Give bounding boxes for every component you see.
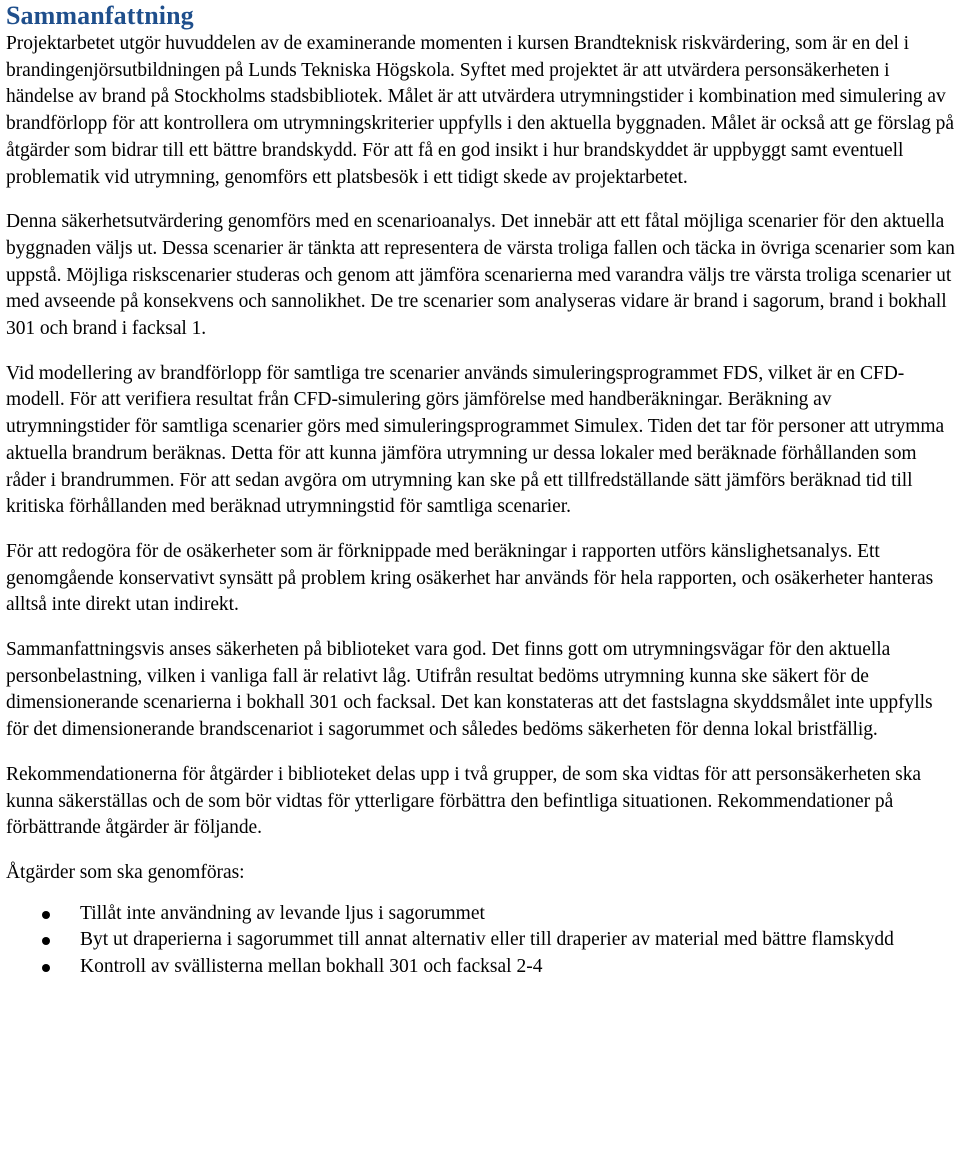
list-item-text: Tillåt inte användning av levande ljus i sagorummet — [80, 902, 485, 924]
document-page — [6, 0, 956, 981]
list-item — [6, 901, 956, 928]
paragraph-sensitivity: För att redogöra för de osäkerheter som är förknippade med beräkningar i rapporten utförs känslighetsanalys. Ett genomgående konservativt synsätt på problem kring osäkerhet har används för hela rapporten, och osäkerheter hanteras alltså inte direkt utan indirekt. — [6, 540, 934, 616]
actions-list — [6, 901, 956, 981]
paragraph-purpose: Projektarbetet utgör huvuddelen av de examinerande momenten i kursen Brandteknisk riskvärdering, som är en del i brandingenjörsutbildningen på Lunds Tekniska Högskola. Syftet med projektet är att utvärdera personsäkerheten i händelse av brand på Stockholms stadsbibliotek. Målet är att utvärdera utrymningstider i kombination med simulering av brandförlopp för att kontrollera om utrymningskriterier uppfylls i den aktuella byggnaden. Målet är också att ge förslag på åtgärder som bidrar till ett bättre brandskydd. För att få en god insikt i hur brandskyddet är uppbyggt samt eventuell problematik vid utrymning, genomförs ett platsbesök i ett tidigt skede av projektarbetet. — [6, 33, 954, 188]
bullet-icon — [42, 964, 50, 972]
bullet-icon — [42, 911, 50, 919]
paragraph-conclusion: Sammanfattningsvis anses säkerheten på biblioteket vara god. Det finns gott om utrymningsvägar för den aktuella personbelastning, vilken i vanliga fall är relativt låg. Utifrån resultat bedöms utrymning kunna ske säkert för de dimensionerande scenarierna i bokhall 301 och facksal. Det kan konstateras att det fastslagna skyddsmålet inte uppfylls för det dimensionerande brandscenariot i sagorummet och således bedöms säkerheten för denna lokal bristfällig. — [6, 639, 933, 741]
list-item — [6, 927, 956, 954]
list-item — [6, 954, 956, 981]
paragraph-actions-intro: Åtgärder som ska genomföras: — [6, 861, 245, 883]
paragraph-modelling: Vid modellering av brandförlopp för samtliga tre scenarier används simuleringsprogrammet FDS, vilket är en CFD-modell. För att verifiera resultat från CFD-simulering görs jämförelse med handberäkningar. Beräkning av utrymningstider för samtliga scenarier görs med simuleringsprogrammet Simulex. Tiden det tar för personer att utrymma aktuella brandrum beräknas. Detta för att kunna jämföra utrymning ur dessa lokaler med beräknade förhållanden som råder i brandrummen. För att sedan avgöra om utrymning kan ske på ett tillfredställande sätt jämförs beräknad tid till kritiska förhållanden med beräknad utrymningstid för samtliga scenarier. — [6, 362, 945, 518]
bullet-icon — [42, 937, 50, 945]
paragraph-recommendations: Rekommendationerna för åtgärder i biblioteket delas upp i två grupper, de som ska vidtas för att personsäkerheten ska kunna säkerställas och de som bör vidtas för ytterligare förbättra den befintliga situationen. Rekommendationer på förbättrande åtgärder är följande. — [6, 763, 922, 839]
section-heading: Sammanfattning — [6, 1, 194, 30]
list-item-text: Kontroll av svällisterna mellan bokhall 301 och facksal 2-4 — [80, 956, 543, 978]
list-item-text: Byt ut draperierna i sagorummet till annat alternativ eller till draperier av material med bättre flamskydd — [80, 929, 894, 951]
paragraph-scenario-analysis: Denna säkerhetsutvärdering genomförs med en scenarioanalys. Det innebär att ett fåtal möjliga scenarier för den aktuella byggnaden väljs ut. Dessa scenarier är tänkta att representera de värsta troliga fallen och täcka in övriga scenarier som kan uppstå. Möjliga riskscenarier studeras och genom att jämföra scenarierna med varandra väljs tre värsta troliga scenarier ut med avseende på konsekvens och sannolikhet. De tre scenarier som analyseras vidare är brand i sagorum, brand i bokhall 301 och brand i facksal 1. — [6, 211, 955, 340]
